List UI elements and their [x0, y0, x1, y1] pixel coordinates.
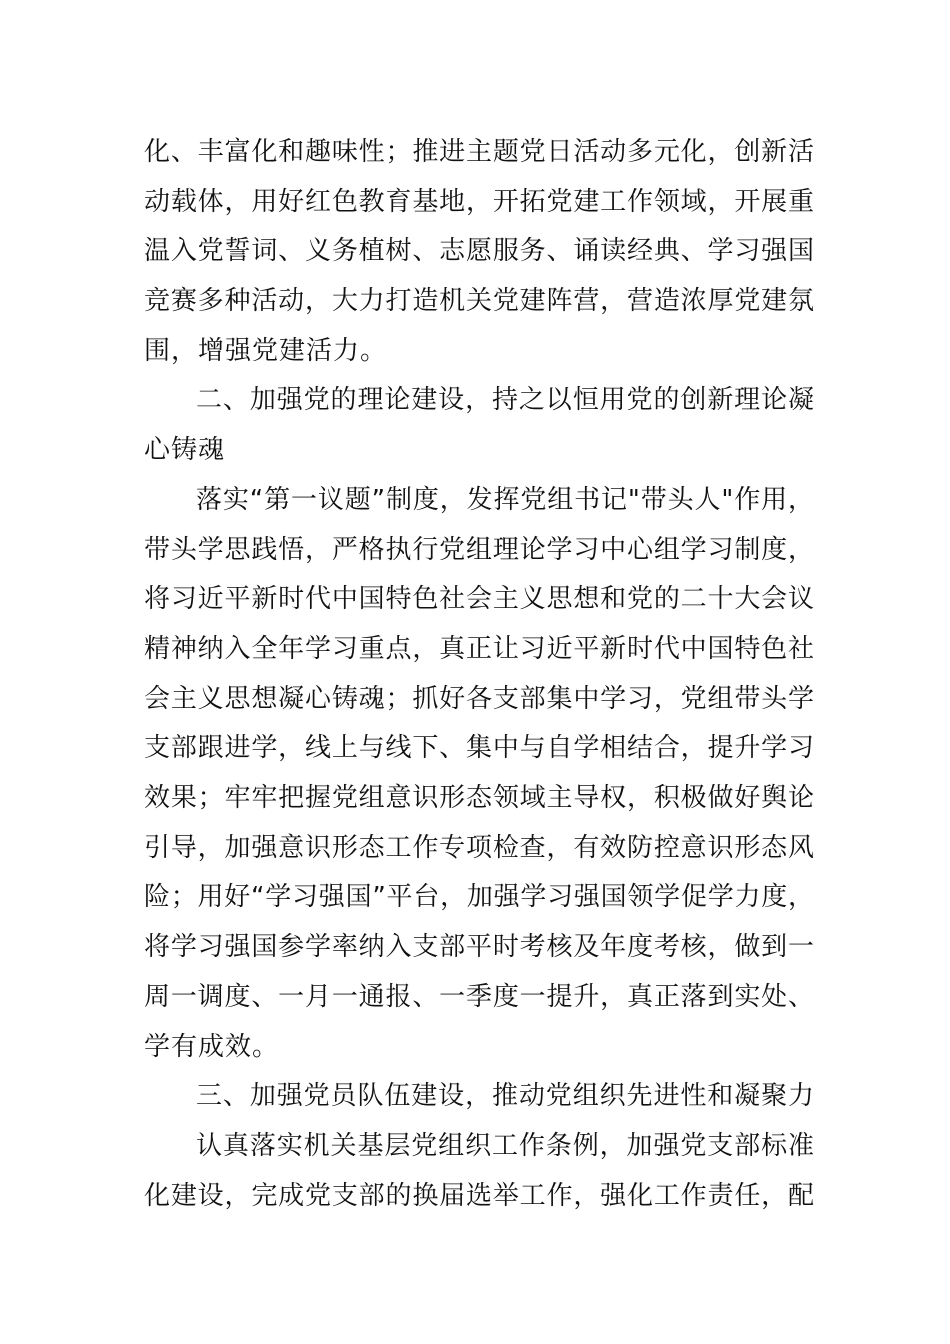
text-line: 竞赛多种活动，大力打造机关党建阵营，营造浓厚党建氛 — [144, 286, 814, 316]
text-line: 将习近平新时代中国特色社会主义思想和党的二十大会议 — [144, 584, 814, 614]
text-line: 化建设，完成党支部的换届选举工作，强化工作责任，配 — [144, 1181, 814, 1211]
text-line: 效果；牢牢把握党组意识形态领域主导权，积极做好舆论 — [144, 783, 814, 813]
text-line: 动载体，用好红色教育基地，开拓党建工作领域，开展重 — [144, 187, 814, 217]
text-line: 学有成效。 — [144, 1032, 280, 1062]
text-line: 引导，加强意识形态工作专项检查，有效防控意识形态风 — [144, 833, 814, 863]
text-line: 将学习强国参学率纳入支部平时考核及年度考核，做到一 — [144, 932, 814, 962]
section-heading-continued: 心铸魂 — [144, 435, 226, 465]
text-line: 险；用好“学习强国”平台，加强学习强国领学促学力度， — [144, 882, 814, 912]
text-line: 支部跟进学，线上与线下、集中与自学相结合，提升学习 — [144, 733, 814, 763]
text-line: 周一调度、一月一通报、一季度一提升，真正落到实处、 — [144, 982, 814, 1012]
paragraph-first-line: 落实“第一议题”制度，发挥党组书记"带头人"作用， — [196, 485, 814, 515]
text-line: 温入党誓词、义务植树、志愿服务、诵读经典、学习强国 — [144, 236, 814, 266]
text-line: 化、丰富化和趣味性；推进主题党日活动多元化，创新活 — [144, 137, 814, 167]
section-heading: 三、加强党员队伍建设，推动党组织先进性和凝聚力 — [196, 1081, 814, 1111]
text-line: 带头学思践悟，严格执行党组理论学习中心组学习制度， — [144, 535, 814, 565]
text-line: 会主义思想凝心铸魂；抓好各支部集中学习，党组带头学 — [144, 684, 814, 714]
paragraph-first-line: 认真落实机关基层党组织工作条例，加强党支部标准 — [196, 1131, 814, 1161]
section-heading: 二、加强党的理论建设，持之以恒用党的创新理论凝 — [196, 385, 814, 415]
text-line: 精神纳入全年学习重点，真正让习近平新时代中国特色社 — [144, 634, 814, 664]
text-line: 围，增强党建活力。 — [144, 336, 388, 366]
